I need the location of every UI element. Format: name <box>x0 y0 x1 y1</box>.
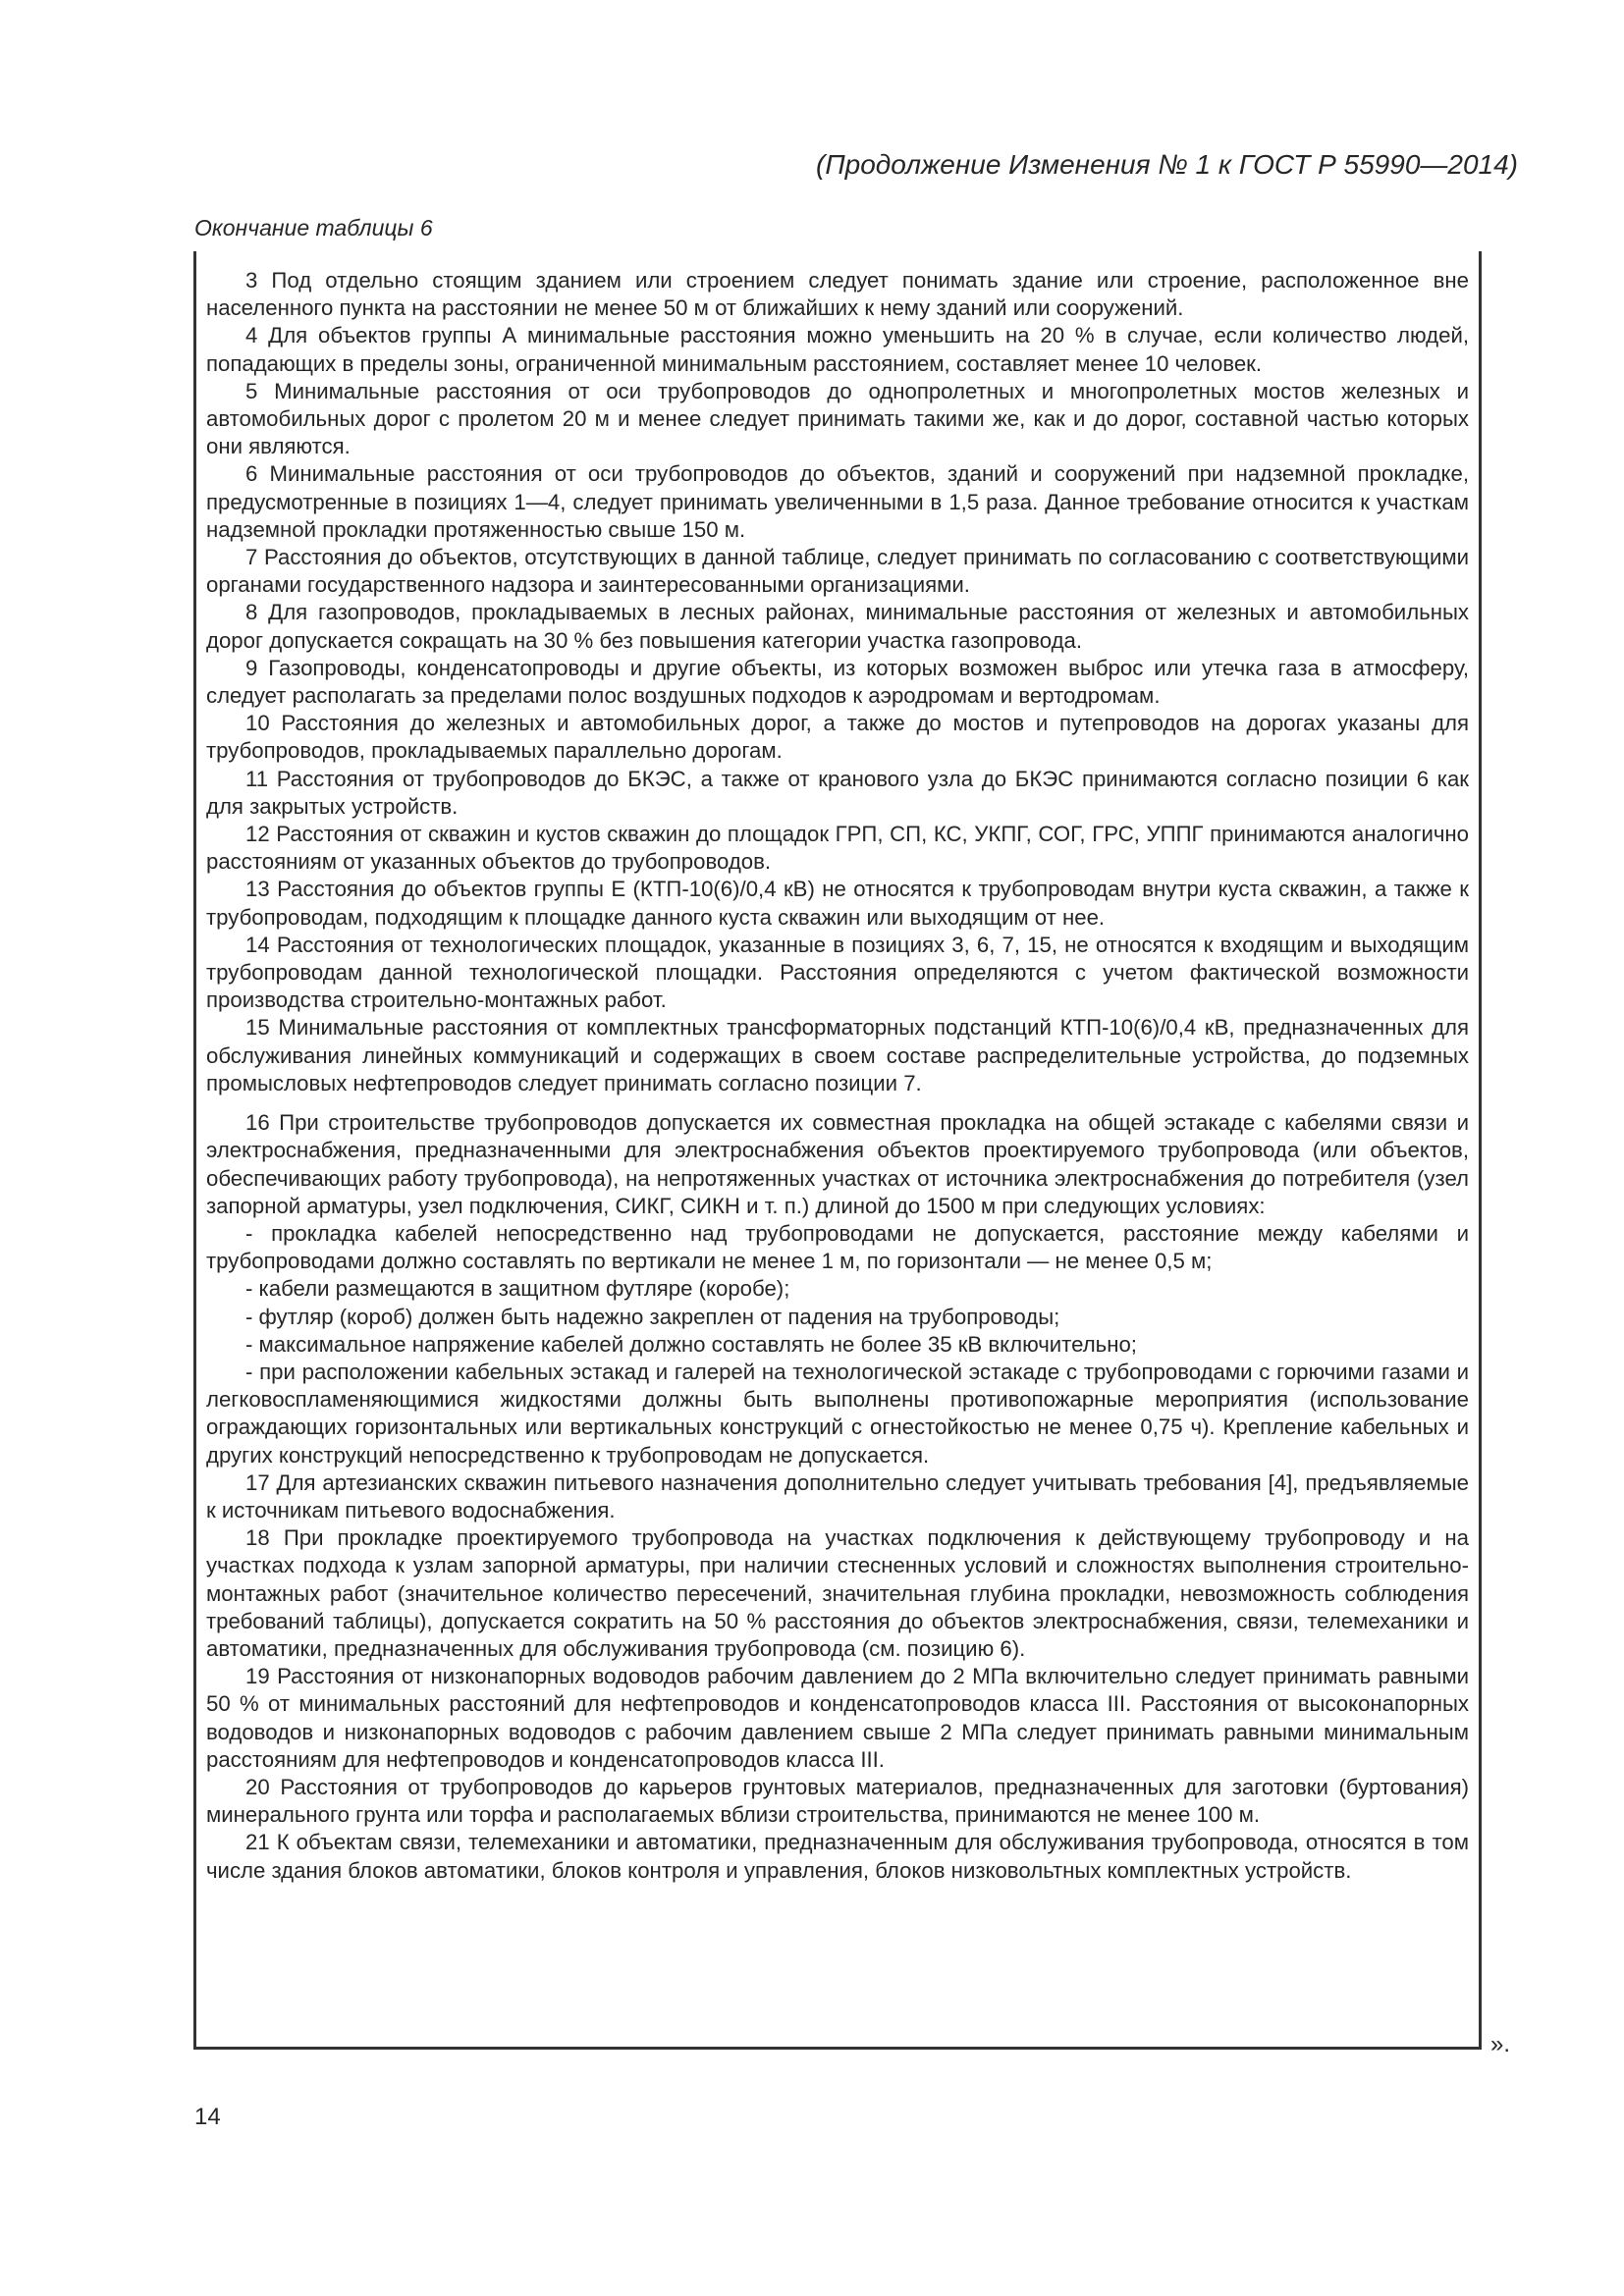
note-6: 6 Минимальные расстояния от оси трубопроводов до объектов, зданий и сооружений при надземной прокладке, предусмотренные в позициях 1—4, следует принимать увеличенными в 1,5 раза. Данное требование относится к участкам надземной прокладки протяженностью свыше 150 м. <box>206 461 1469 542</box>
condition-item: - прокладка кабелей непосредственно над трубопроводами не допускается, расстояние между кабелями и трубопроводами должно составлять по вертикали не менее 1 м, по горизонтали — не менее 0,5 м; <box>206 1220 1469 1274</box>
note-9: 9 Газопроводы, конденсатопроводы и другие объекты, из которых возможен выброс или утечка газа в атмосферу, следует располагать за пределами полос воздушных подходов к аэродромам и вертодромам. <box>206 655 1469 709</box>
table-caption: Окончание таблицы 6 <box>194 215 433 240</box>
note-7: 7 Расстояния до объектов, отсутствующих в данной таблице, следует принимать по согласованию с соответствующими органами государственного надзора и заинтересованными организациями. <box>206 545 1469 598</box>
document-header: (Продолжение Изменения № 1 к ГОСТ Р 55990—2014) <box>816 149 1518 180</box>
note-5: 5 Минимальные расстояния от оси трубопроводов до однопролетных и многопролетных мостов железных и автомобильных дорог с пролетом 20 м и менее следует принимать такими же, как и до дорог, составной частью которых они являются. <box>206 378 1469 459</box>
note-15: 15 Минимальные расстояния от комплектных трансформаторных подстанций КТП-10(6)/0,4 кВ, предназначенных для обслуживания линейных коммуникаций и содержащих в своем составе распределительные устройства, до подземных промысловых нефтепроводов следует принимать согласно позиции 7. <box>206 1015 1469 1095</box>
note-12: 12 Расстояния от скважин и кустов скважин до площадок ГРП, СП, КС, УКПГ, СОГ, ГРС, УППГ принимаются аналогично расстояниям от указанных объектов до трубопроводов. <box>206 822 1469 875</box>
note-10: 10 Расстояния до железных и автомобильных дорог, а также до мостов и путепроводов на дорогах указаны для трубопроводов, прокладываемых параллельно дорогам. <box>206 711 1469 764</box>
note-14: 14 Расстояния от технологических площадок, указанные в позициях 3, 6, 7, 15, не относятся к входящим и выходящим трубопроводам данной технологической площадки. Расстояния определяются с учетом фактической возможности производства строительно-монтажных работ. <box>206 932 1469 1013</box>
note-4: 4 Для объектов группы А минимальные расстояния можно уменьшить на 20 % в случае, если количество людей, попадающих в пределы зоны, ограниченной минимальным расстоянием, составляет менее 10 человек. <box>206 323 1469 376</box>
note-8: 8 Для газопроводов, прокладываемых в лесных районах, минимальные расстояния от железных и автомобильных дорог допускается сокращать на 30 % без повышения категории участка газопровода. <box>206 600 1469 653</box>
note-19: 19 Расстояния от низконапорных водоводов рабочим давлением до 2 МПа включительно следует принимать равными 50 % от минимальных расстояний для нефтепроводов и конденсатопроводов класса III. Расстояния от высоконапорных водоводов и низконапорных водоводов с рабочим давлением свыше 2 МПа следует принимать равными минимальным расстояниям для нефтепроводов и конденсатопроводов класса III. <box>206 1664 1469 1772</box>
condition-item: - футляр (короб) должен быть надежно закреплен от падения на трубопроводы; <box>245 1304 1060 1329</box>
condition-item: - максимальное напряжение кабелей должно составлять не более 35 кВ включительно; <box>245 1331 1137 1357</box>
section-gap <box>206 1097 1469 1109</box>
note-16: 16 При строительстве трубопроводов допускается их совместная прокладка на общей эстакаде с кабелями связи и электроснабжения, предназначенными для электроснабжения объектов проектируемого трубопровода (или объектов, обеспечивающих работу трубопровода), на непротяженных участках от источника электроснабжения до потребителя (узел запорной арматуры, узел подключения, СИКГ, СИКН и т. п.) длиной до 1500 м при следующих условиях: <box>206 1110 1469 1218</box>
table-notes-box <box>193 251 1482 2050</box>
note-11: 11 Расстояния от трубопроводов до БКЭС, а также от кранового узла до БКЭС принимаются согласно позиции 6 как для закрытых устройств. <box>206 766 1469 819</box>
note-3: 3 Под отдельно стоящим зданием или строением следует понимать здание или строение, расположенное вне населенного пункта на расстоянии не менее 50 м от ближайших к нему зданий или сооружений. <box>206 268 1469 321</box>
condition-item: - кабели размещаются в защитном футляре (коробе); <box>245 1276 790 1302</box>
closing-quote: ». <box>1490 2031 1511 2057</box>
note-21: 21 К объектам связи, телемеханики и автоматики, предназначенным для обслуживания трубопровода, относятся в том числе здания блоков автоматики, блоков контроля и управления, блоков низковольтных комплектных устройств. <box>206 1830 1469 1883</box>
note-13: 13 Расстояния до объектов группы Е (КТП-10(6)/0,4 кВ) не относятся к трубопроводам внутри куста скважин, а также к трубопроводам, подходящим к площадке данного куста скважин или выходящим от нее. <box>206 877 1469 930</box>
condition-item: - при расположении кабельных эстакад и галерей на технологической эстакаде с трубопроводами с горючими газами и легковоспламеняющимися жидкостями должны быть выполнены противопожарные мероприятия (использование ограждающих горизонтальных или вертикальных конструкций с огнестойкостью не менее 0,75 ч). Крепление кабельных и других конструкций непосредственно к трубопроводам не допускается. <box>206 1359 1469 1468</box>
note-17: 17 Для артезианских скважин питьевого назначения дополнительно следует учитывать требования [4], предъявляемые к источникам питьевого водоснабжения. <box>206 1469 1469 1522</box>
page-number: 14 <box>194 2104 221 2130</box>
note-20: 20 Расстояния от трубопроводов до карьеров грунтовых материалов, предназначенных для заготовки (буртования) минерального грунта или торфа и располагаемых вблизи строительства, принимаются не менее 100 м. <box>206 1774 1469 1828</box>
note-18: 18 При прокладке проектируемого трубопровода на участках подключения к действующему трубопроводу и на участках подхода к узлам запорной арматуры, при наличии стесненных условий и сложностях выполнения строительно-монтажных работ (значительное количество пересечений, значительная глубина прокладки, невозможность соблюдения требований таблицы), допускается сократить на 50 % расстояния до объектов электроснабжения, связи, телемеханики и автоматики, предназначенных для обслуживания трубопровода (см. позицию 6). <box>206 1525 1469 1661</box>
